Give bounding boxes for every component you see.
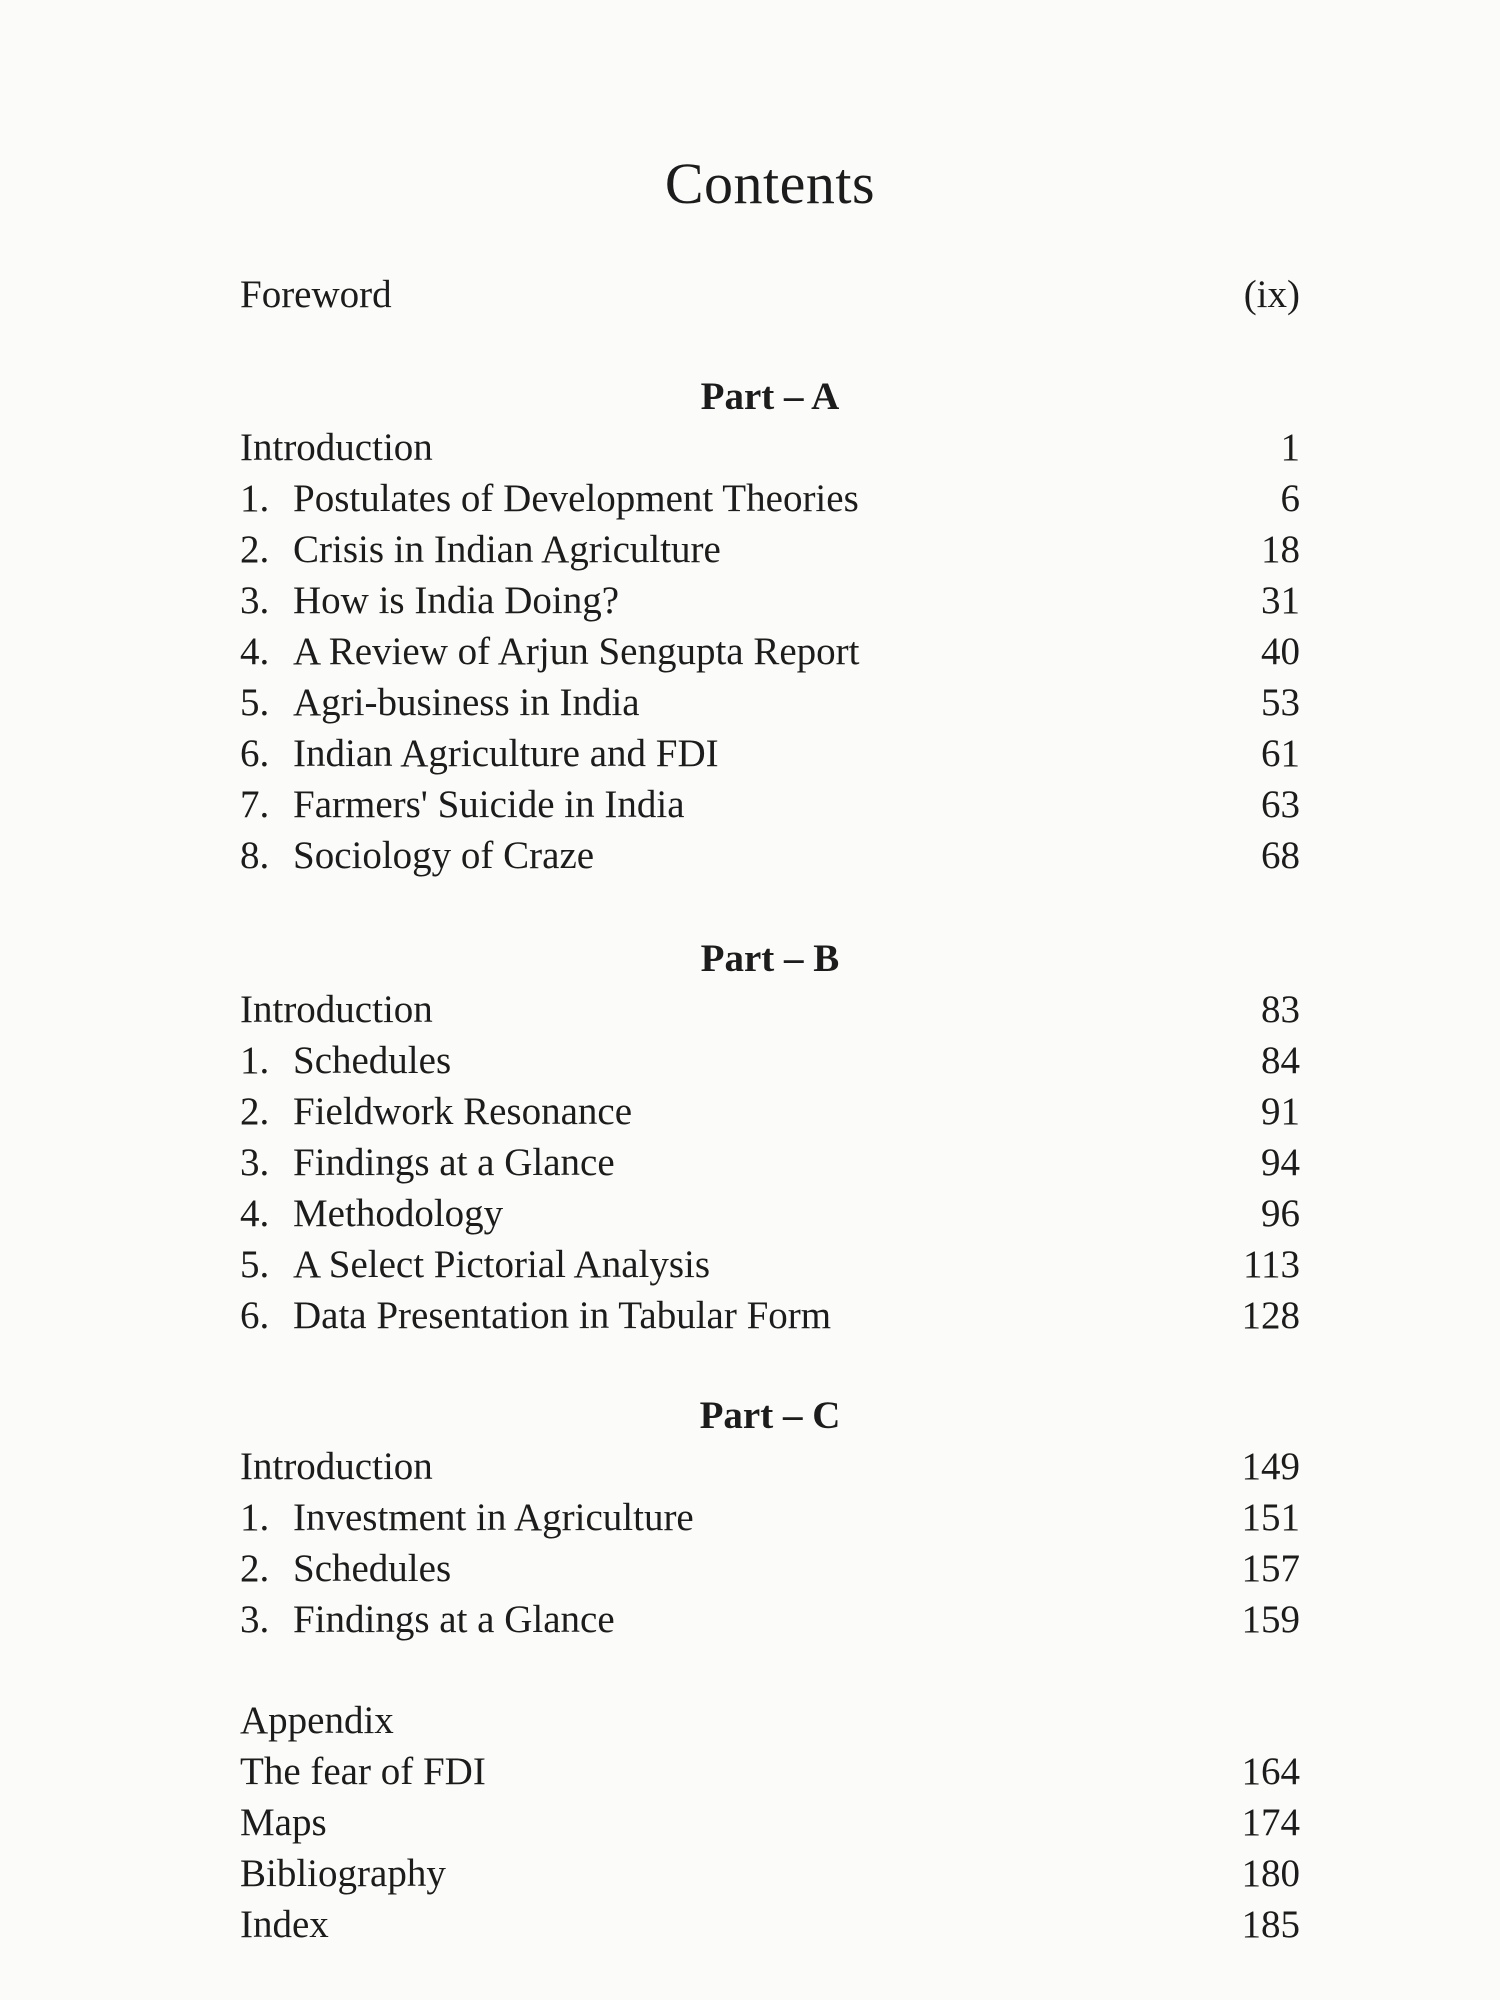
toc-entry-number: 4. <box>240 1192 270 1235</box>
toc-entry[interactable] <box>240 780 1300 830</box>
toc-entry-page: 164 <box>1241 1750 1300 1793</box>
appendix-heading <box>240 1696 1300 1746</box>
part-a-heading: Part – A <box>700 375 840 418</box>
toc-entry-page: 149 <box>1241 1445 1300 1488</box>
toc-entry[interactable] <box>240 627 1300 677</box>
toc-entry-page: 185 <box>1241 1903 1300 1946</box>
toc-entry-page: 40 <box>1261 630 1300 673</box>
toc-entry[interactable] <box>240 423 1300 473</box>
toc-entry[interactable] <box>240 525 1300 575</box>
toc-entry-title: 1. Schedules <box>240 1036 451 1086</box>
toc-entry-page: 6 <box>1280 477 1300 520</box>
toc-entry-title: Maps <box>240 1801 327 1844</box>
toc-entry-title: Foreword <box>240 273 392 316</box>
toc-entry-page: 84 <box>1261 1039 1300 1082</box>
toc-entry[interactable] <box>240 474 1300 524</box>
part-c-heading: Part – C <box>699 1394 841 1437</box>
toc-entry[interactable] <box>240 1291 1300 1341</box>
toc-entry-title: 1. Investment in Agriculture <box>240 1493 694 1543</box>
toc-entry[interactable] <box>240 678 1300 728</box>
toc-entry[interactable] <box>240 1900 1300 1950</box>
toc-entry-number: 8. <box>240 834 270 877</box>
toc-entry-title: 7. Farmers' Suicide in India <box>240 780 685 830</box>
toc-entry-page: 91 <box>1261 1090 1300 1133</box>
toc-entry-number: 1. <box>240 1496 270 1539</box>
toc-entry-title: 2. Crisis in Indian Agriculture <box>240 525 721 575</box>
toc-entry[interactable] <box>240 1087 1300 1137</box>
toc-entry-title: 3. Findings at a Glance <box>240 1595 615 1645</box>
toc-entry[interactable] <box>240 1240 1300 1290</box>
toc-entry-number: 6. <box>240 732 270 775</box>
toc-entry-page: 128 <box>1241 1294 1300 1337</box>
toc-entry[interactable] <box>240 1036 1300 1086</box>
toc-entry-title: 3. How is India Doing? <box>240 576 619 626</box>
toc-entry-title: 4. Methodology <box>240 1189 503 1239</box>
toc-entry-number: 2. <box>240 1547 270 1590</box>
toc-entry[interactable] <box>240 1747 1300 1797</box>
toc-entry-title: 8. Sociology of Craze <box>240 831 594 881</box>
toc-entry-page: 61 <box>1261 732 1300 775</box>
toc-entry-title: 4. A Review of Arjun Sengupta Report <box>240 627 860 677</box>
toc-entry[interactable] <box>240 1442 1300 1492</box>
toc-entry-number: 1. <box>240 1039 270 1082</box>
toc-entry-page: 83 <box>1261 988 1300 1031</box>
toc-entry-number: 5. <box>240 681 270 724</box>
toc-entry-page: 157 <box>1241 1547 1300 1590</box>
toc-entry-number: 3. <box>240 1598 270 1641</box>
toc-entry[interactable] <box>240 985 1300 1035</box>
toc-entry-number: 2. <box>240 1090 270 1133</box>
toc-entry-page: 159 <box>1241 1598 1300 1641</box>
appendix-heading-label: Appendix <box>240 1699 394 1742</box>
toc-entry-number: 2. <box>240 528 270 571</box>
toc-entry-page: 53 <box>1261 681 1300 724</box>
toc-entry-page: 151 <box>1241 1496 1300 1539</box>
toc-entry[interactable] <box>240 1189 1300 1239</box>
toc-entry[interactable] <box>240 576 1300 626</box>
toc-entry[interactable] <box>240 1138 1300 1188</box>
toc-entry-page: 174 <box>1241 1801 1300 1844</box>
toc-entry-page: 31 <box>1261 579 1300 622</box>
toc-entry-title: Index <box>240 1903 329 1946</box>
toc-entry-number: 1. <box>240 477 270 520</box>
toc-entry[interactable] <box>240 1544 1300 1594</box>
toc-entry[interactable] <box>240 729 1300 779</box>
toc-entry-title: The fear of FDI <box>240 1750 486 1793</box>
toc-entry-title: 5. A Select Pictorial Analysis <box>240 1240 710 1290</box>
toc-entry-title: Bibliography <box>240 1852 446 1895</box>
toc-entry-page: 68 <box>1261 834 1300 877</box>
toc-entry-number: 7. <box>240 783 270 826</box>
toc-entry-number: 3. <box>240 579 270 622</box>
toc-entry-title: 6. Data Presentation in Tabular Form <box>240 1291 831 1341</box>
toc-entry-title: 6. Indian Agriculture and FDI <box>240 729 719 779</box>
toc-entry-page: 63 <box>1261 783 1300 826</box>
toc-entry[interactable] <box>240 1798 1300 1848</box>
toc-entry-page: 113 <box>1242 1243 1300 1286</box>
toc-entry-page: 18 <box>1261 528 1300 571</box>
toc-entry-title: Introduction <box>240 426 433 469</box>
toc-entry-title: Introduction <box>240 988 433 1031</box>
toc-entry-number: 3. <box>240 1141 270 1184</box>
toc-entry-title: 3. Findings at a Glance <box>240 1138 615 1188</box>
toc-entry-page: 1 <box>1280 426 1300 469</box>
toc-entry-foreword[interactable] <box>240 270 1300 320</box>
toc-entry[interactable] <box>240 1493 1300 1543</box>
toc-entry-page: 96 <box>1261 1192 1300 1235</box>
toc-entry[interactable] <box>240 831 1300 881</box>
toc-entry-title: 2. Schedules <box>240 1544 451 1594</box>
toc-entry[interactable] <box>240 1849 1300 1899</box>
toc-entry-title: Introduction <box>240 1445 433 1488</box>
toc-entry-title: 2. Fieldwork Resonance <box>240 1087 632 1137</box>
page-title: Contents <box>664 151 876 216</box>
toc-entry-title: 5. Agri-business in India <box>240 678 640 728</box>
toc-entry-page: 180 <box>1241 1852 1300 1895</box>
toc-entry-title: 1. Postulates of Development Theories <box>240 474 859 524</box>
toc-entry[interactable] <box>240 1595 1300 1645</box>
toc-entry-number: 6. <box>240 1294 270 1337</box>
part-b-heading: Part – B <box>700 937 840 980</box>
toc-entry-number: 4. <box>240 630 270 673</box>
toc-entry-page: (ix) <box>1243 273 1300 316</box>
toc-entry-number: 5. <box>240 1243 270 1286</box>
toc-entry-page: 94 <box>1261 1141 1300 1184</box>
